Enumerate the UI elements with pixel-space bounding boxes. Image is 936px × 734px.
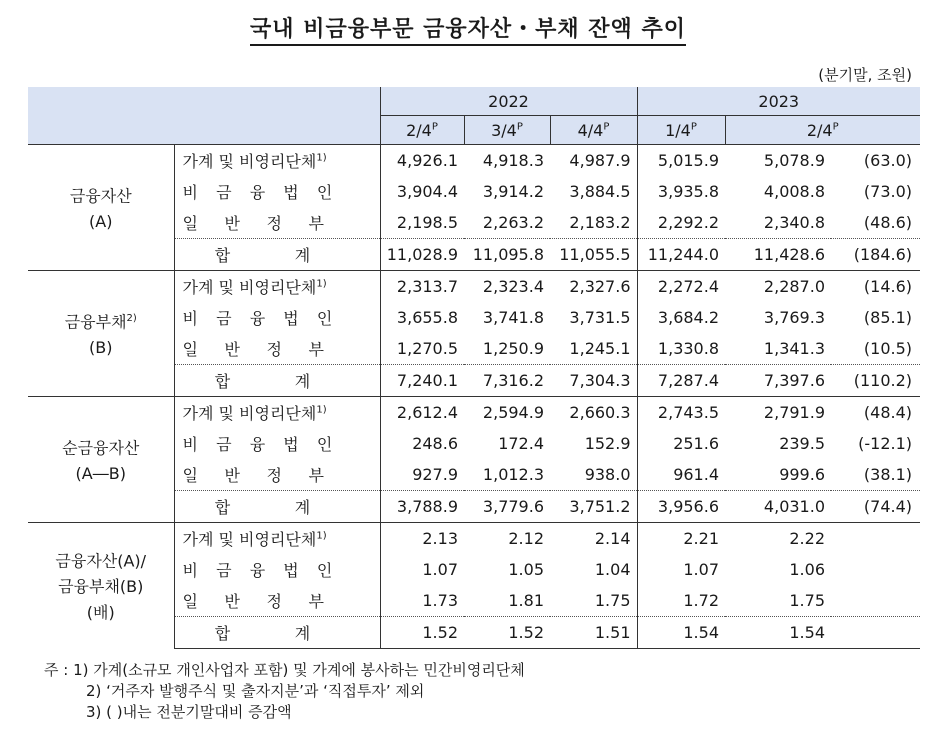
change-cell: (38.1) bbox=[863, 465, 913, 484]
value-cell: 2,263.2 bbox=[482, 213, 544, 232]
change-cell bbox=[831, 617, 920, 649]
change-cell: (14.6) bbox=[831, 271, 920, 303]
row-label bbox=[174, 145, 380, 177]
row-label bbox=[174, 397, 380, 429]
label-char: 합 bbox=[214, 372, 231, 391]
value-cell: 4,031.0 bbox=[725, 491, 831, 523]
value-cell: 2,287.0 bbox=[725, 271, 831, 303]
value-cell: 1.07 bbox=[380, 554, 464, 585]
group-name-text: 순금융자산 bbox=[62, 438, 140, 458]
group-name bbox=[28, 545, 174, 574]
footnote-marker: 1) bbox=[316, 530, 327, 542]
table-row bbox=[28, 523, 920, 555]
value-cell: 1,330.8 bbox=[637, 333, 725, 365]
row-label-text bbox=[183, 337, 351, 360]
value-cell: 3,779.6 bbox=[464, 491, 550, 523]
value-cell: 2,791.9 bbox=[725, 397, 831, 429]
row-label-text bbox=[183, 211, 351, 234]
value-cell: 1.52 bbox=[380, 617, 464, 649]
change-cell: (48.6) bbox=[863, 213, 913, 232]
value-cell: 3,935.8 bbox=[637, 176, 725, 207]
label-char: 금 bbox=[216, 561, 232, 580]
value-cell: 1.07 bbox=[637, 554, 725, 585]
label-char: 정 bbox=[266, 592, 282, 611]
balance-table bbox=[28, 87, 920, 649]
value-cell: 4,008.8 bbox=[763, 182, 825, 201]
value-cell: 2,660.3 bbox=[550, 397, 637, 429]
value-cell: 927.9 bbox=[380, 459, 464, 491]
row-label bbox=[174, 207, 380, 239]
year-2022: 2022 bbox=[380, 87, 637, 116]
label-char: 융 bbox=[249, 435, 266, 454]
value-cell: 2,292.2 bbox=[637, 207, 725, 239]
value-cell: 3,788.9 bbox=[380, 491, 464, 523]
row-label-text: 가계 및 비영리단체 bbox=[182, 404, 317, 423]
row-label-text bbox=[183, 432, 351, 455]
label-char: 정 bbox=[266, 466, 282, 485]
change-cell: (85.1) bbox=[863, 308, 913, 327]
value-cell: 3,769.3 bbox=[763, 308, 825, 327]
row-label-text bbox=[183, 369, 343, 392]
value-cell: 2,272.4 bbox=[637, 271, 725, 303]
label-char: 금 bbox=[216, 435, 232, 454]
label-char: 융 bbox=[249, 561, 266, 580]
change-cell: (48.4) bbox=[831, 397, 920, 429]
label-char: 반 bbox=[224, 592, 240, 611]
label-char: 반 bbox=[224, 466, 240, 485]
value-cell: 2.13 bbox=[380, 523, 464, 555]
label-char: 법 bbox=[283, 183, 299, 202]
label-char: 인 bbox=[316, 183, 333, 202]
value-cell: 3,914.2 bbox=[482, 182, 544, 201]
label-char: 비 bbox=[182, 561, 198, 580]
value-cell: 961.4 bbox=[637, 459, 725, 491]
row-label-text bbox=[183, 589, 351, 612]
value-cell: 1,245.1 bbox=[569, 339, 631, 358]
row-label-text bbox=[183, 558, 351, 581]
label-char: 부 bbox=[308, 466, 324, 485]
group-subname: (B) bbox=[89, 338, 113, 358]
value-cell: 2,743.5 bbox=[637, 397, 725, 429]
label-char: 인 bbox=[316, 309, 333, 328]
value-cell: 1,270.5 bbox=[380, 333, 464, 365]
row-label bbox=[174, 585, 380, 617]
label-char: 일 bbox=[182, 466, 198, 485]
label-char: 법 bbox=[283, 561, 299, 580]
row-label-text bbox=[183, 621, 343, 644]
value-cell: 3,741.8 bbox=[482, 308, 544, 327]
group-label bbox=[28, 397, 174, 523]
value-cell: 1.05 bbox=[508, 560, 544, 579]
table-row bbox=[28, 145, 920, 177]
document-title: 국내 비금융부문 금융자산・부채 잔액 추이 bbox=[0, 12, 936, 43]
value-cell: 2.22 bbox=[725, 523, 831, 555]
table-row bbox=[28, 271, 920, 303]
change-cell bbox=[831, 554, 920, 585]
label-char: 부 bbox=[308, 592, 324, 611]
group-name bbox=[28, 180, 174, 209]
value-cell: 2,594.9 bbox=[464, 397, 550, 429]
row-label-text: 가계 및 비영리단체 bbox=[182, 530, 317, 549]
label-char: 계 bbox=[294, 372, 311, 391]
value-cell: 2.21 bbox=[637, 523, 725, 555]
value-cell: 1.54 bbox=[637, 617, 725, 649]
group-name-text: 금융부채 bbox=[64, 312, 127, 332]
change-cell bbox=[831, 585, 920, 617]
quarter-header: $4/4^P$ bbox=[550, 116, 637, 145]
group-label bbox=[28, 145, 174, 271]
label-char: 인 bbox=[316, 435, 333, 454]
value-cell: 1.06 bbox=[789, 560, 825, 579]
value-cell: 1.51 bbox=[550, 617, 637, 649]
value-cell: 11,244.0 bbox=[637, 239, 725, 271]
label-char: 계 bbox=[294, 624, 311, 643]
footnote: 3) ( )내는 전분기말대비 증감액 bbox=[86, 703, 292, 721]
value-cell: 2,198.5 bbox=[380, 207, 464, 239]
value-cell: 1,250.9 bbox=[482, 339, 544, 358]
group-name bbox=[28, 306, 174, 335]
value-cell: 1,012.3 bbox=[482, 465, 544, 484]
unit-label: (분기말, 조원) bbox=[818, 66, 912, 84]
group-subname: 금융부채(B) bbox=[58, 577, 144, 597]
value-cell: 1,341.3 bbox=[763, 339, 825, 358]
value-cell: 5,015.9 bbox=[637, 145, 725, 177]
value-cell: 999.6 bbox=[779, 465, 825, 484]
value-cell: 2,340.8 bbox=[763, 213, 825, 232]
value-cell: 3,684.2 bbox=[637, 302, 725, 333]
label-char: 융 bbox=[249, 183, 266, 202]
footnotes bbox=[44, 660, 525, 723]
value-cell: 1.81 bbox=[508, 591, 544, 610]
row-label bbox=[174, 491, 380, 523]
label-char: 부 bbox=[308, 340, 324, 359]
label-char: 합 bbox=[214, 246, 231, 265]
value-cell: 3,884.5 bbox=[569, 182, 631, 201]
label-char: 융 bbox=[249, 309, 266, 328]
label-char: 비 bbox=[182, 183, 198, 202]
label-char: 일 bbox=[182, 214, 198, 233]
row-label bbox=[174, 176, 380, 207]
value-cell: 239.5 bbox=[779, 434, 825, 453]
row-label-text: 가계 및 비영리단체 bbox=[182, 152, 317, 171]
group-subname: (A―B) bbox=[75, 464, 126, 484]
value-cell: 4,987.9 bbox=[550, 145, 637, 177]
footnote-marker: 1) bbox=[316, 152, 327, 164]
header-blank bbox=[28, 87, 380, 145]
row-label bbox=[174, 523, 380, 555]
value-cell: 11,055.5 bbox=[550, 239, 637, 271]
group-label bbox=[28, 271, 174, 397]
value-cell: 2,612.4 bbox=[380, 397, 464, 429]
row-label bbox=[174, 365, 380, 397]
value-cell: 251.6 bbox=[637, 428, 725, 459]
table-row bbox=[28, 397, 920, 429]
header-year-row bbox=[28, 87, 920, 116]
label-char: 금 bbox=[216, 309, 232, 328]
quarter-header: $3/4^P$ bbox=[464, 116, 550, 145]
value-cell: 172.4 bbox=[498, 434, 544, 453]
change-cell: (-12.1) bbox=[858, 434, 913, 453]
label-char: 비 bbox=[182, 435, 198, 454]
group-name-text: 금융자산(A)/ bbox=[55, 551, 147, 571]
change-cell: (63.0) bbox=[831, 145, 920, 177]
row-label bbox=[174, 459, 380, 491]
footnote-marker: 1) bbox=[316, 278, 327, 290]
change-cell: (184.6) bbox=[831, 239, 920, 271]
value-cell: 4,926.1 bbox=[380, 145, 464, 177]
row-label bbox=[174, 428, 380, 459]
row-label-text bbox=[183, 180, 351, 203]
value-cell: 3,956.6 bbox=[637, 491, 725, 523]
change-cell: (74.4) bbox=[831, 491, 920, 523]
value-cell: 7,287.4 bbox=[637, 365, 725, 397]
value-cell: 5,078.9 bbox=[725, 145, 831, 177]
row-label-text bbox=[183, 243, 343, 266]
row-label bbox=[174, 239, 380, 271]
value-cell: 938.0 bbox=[584, 465, 631, 484]
label-char: 인 bbox=[316, 561, 333, 580]
change-cell bbox=[831, 523, 920, 555]
value-cell: 7,316.2 bbox=[464, 365, 550, 397]
row-label bbox=[174, 554, 380, 585]
label-char: 정 bbox=[266, 214, 282, 233]
row-label-text bbox=[183, 463, 351, 486]
row-label bbox=[174, 333, 380, 365]
value-cell: 11,028.9 bbox=[380, 239, 464, 271]
value-cell: 2,323.4 bbox=[464, 271, 550, 303]
value-cell: 2,327.6 bbox=[550, 271, 637, 303]
value-cell: 7,397.6 bbox=[725, 365, 831, 397]
label-char: 계 bbox=[294, 498, 311, 517]
value-cell: 4,918.3 bbox=[464, 145, 550, 177]
value-cell: 2,313.7 bbox=[380, 271, 464, 303]
value-cell: 1.04 bbox=[594, 560, 631, 579]
quarter-header: $2/4^P$ bbox=[380, 116, 464, 145]
value-cell: 7,240.1 bbox=[380, 365, 464, 397]
change-cell: (110.2) bbox=[831, 365, 920, 397]
group-label bbox=[28, 523, 174, 649]
footnote-marker: 2) bbox=[126, 312, 137, 324]
label-char: 반 bbox=[224, 214, 240, 233]
value-cell: 2,183.2 bbox=[569, 213, 631, 232]
label-char: 부 bbox=[308, 214, 324, 233]
change-cell: (10.5) bbox=[863, 339, 913, 358]
label-char: 합 bbox=[214, 498, 231, 517]
value-cell: 7,304.3 bbox=[550, 365, 637, 397]
value-cell: 1.54 bbox=[725, 617, 831, 649]
label-char: 법 bbox=[283, 435, 299, 454]
row-label-text: 가계 및 비영리단체 bbox=[182, 278, 317, 297]
label-char: 일 bbox=[182, 340, 198, 359]
value-cell: 11,095.8 bbox=[464, 239, 550, 271]
value-cell: 3,731.5 bbox=[569, 308, 631, 327]
row-label-text bbox=[183, 495, 343, 518]
value-cell: 1.72 bbox=[637, 585, 725, 617]
label-char: 반 bbox=[224, 340, 240, 359]
value-cell: 1.73 bbox=[380, 585, 464, 617]
label-char: 법 bbox=[283, 309, 299, 328]
value-cell: 11,428.6 bbox=[725, 239, 831, 271]
year-2023: 2023 bbox=[637, 87, 920, 116]
value-cell: 3,904.4 bbox=[380, 176, 464, 207]
label-char: 금 bbox=[216, 183, 232, 202]
table-body bbox=[28, 145, 920, 649]
row-label bbox=[174, 617, 380, 649]
label-char: 합 bbox=[214, 624, 231, 643]
value-cell: 152.9 bbox=[584, 434, 631, 453]
quarter-header: $2/4^P$ bbox=[725, 116, 920, 145]
value-cell: 1.52 bbox=[464, 617, 550, 649]
group-subname: (A) bbox=[89, 212, 113, 232]
value-cell: 1.75 bbox=[594, 591, 631, 610]
row-label-text bbox=[183, 306, 351, 329]
value-cell: 3,751.2 bbox=[550, 491, 637, 523]
footnote: 주 : 1) 가계(소규모 개인사업자 포함) 및 가계에 봉사하는 민간비영리단체 bbox=[44, 661, 525, 679]
label-char: 계 bbox=[294, 246, 311, 265]
change-cell: (73.0) bbox=[863, 182, 913, 201]
label-char: 일 bbox=[182, 592, 198, 611]
footnote-marker: 1) bbox=[316, 404, 327, 416]
quarter-header: $1/4^P$ bbox=[637, 116, 725, 145]
value-cell: 248.6 bbox=[380, 428, 464, 459]
label-char: 비 bbox=[182, 309, 198, 328]
row-label bbox=[174, 302, 380, 333]
value-cell: 3,655.8 bbox=[380, 302, 464, 333]
value-cell: 1.75 bbox=[789, 591, 825, 610]
value-cell: 2.12 bbox=[464, 523, 550, 555]
row-label bbox=[174, 271, 380, 303]
value-cell: 2.14 bbox=[550, 523, 637, 555]
group-name bbox=[28, 432, 174, 461]
label-char: 정 bbox=[266, 340, 282, 359]
group-unit: (배) bbox=[86, 603, 115, 623]
group-name-text: 금융자산 bbox=[69, 186, 132, 206]
footnote: 2) ‘거주자 발행주식 및 출자지분’과 ‘직접투자’ 제외 bbox=[86, 682, 425, 700]
